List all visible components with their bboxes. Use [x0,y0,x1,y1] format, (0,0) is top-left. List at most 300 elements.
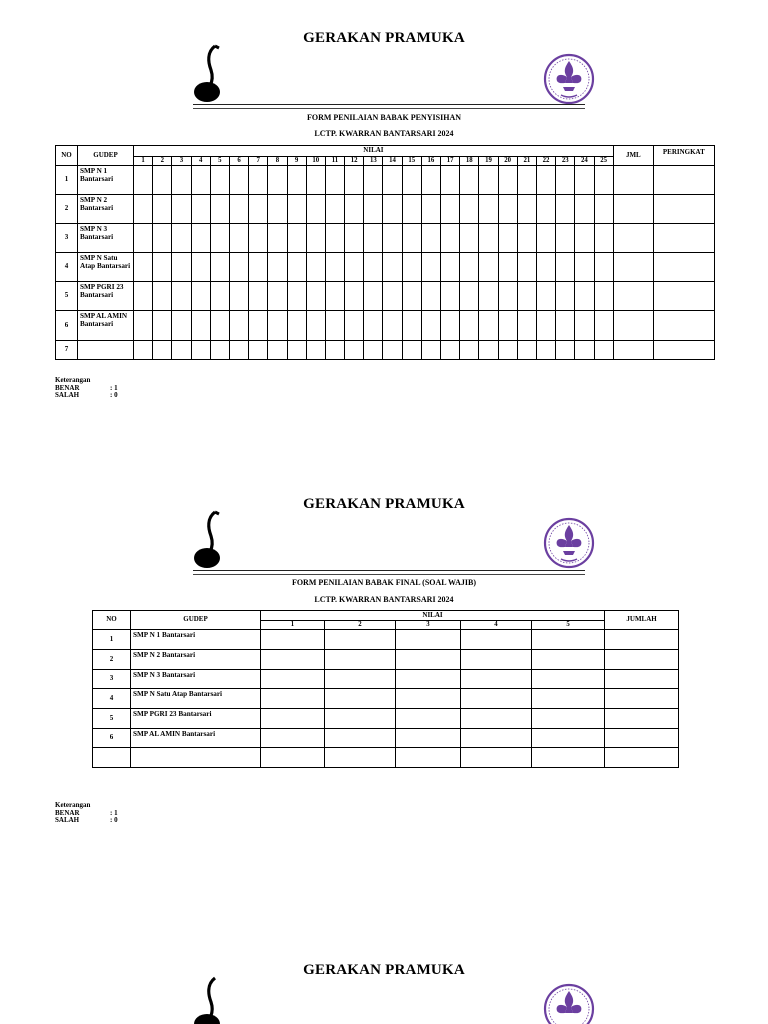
score-cell[interactable] [229,282,248,311]
score-cell[interactable] [383,224,402,253]
score-cell[interactable] [287,195,306,224]
score-cell[interactable] [325,195,344,224]
header-no: NO [93,611,131,630]
score-cell[interactable] [325,166,344,195]
score-cell[interactable] [153,311,172,341]
header-gudep: GUDEP [78,146,134,166]
score-cell[interactable] [261,670,325,689]
score-cell[interactable] [134,282,153,311]
score-cell[interactable] [229,253,248,282]
score-cell[interactable] [191,341,210,360]
score-cell[interactable] [287,166,306,195]
salah-value: : 0 [110,816,118,824]
score-cell[interactable] [461,748,532,768]
score-cell[interactable] [153,166,172,195]
row-no: 1 [56,166,78,195]
nilai-col: 8 [268,157,287,166]
table-row [56,282,715,311]
score-cell[interactable] [498,253,517,282]
header-rule-thin [193,574,585,575]
score-cell[interactable] [575,224,594,253]
score-cell[interactable] [536,282,555,311]
score-cell[interactable] [396,630,461,650]
jumlah-cell[interactable] [605,650,679,670]
score-cell[interactable] [461,650,532,670]
score-cell[interactable] [383,166,402,195]
score-cell[interactable] [396,650,461,670]
score-cell[interactable] [345,282,364,311]
score-cell[interactable] [134,341,153,360]
world-scout-emblem-icon [543,983,595,1024]
score-cell[interactable] [556,224,575,253]
score-cell[interactable] [345,311,364,341]
header-rule [193,104,585,105]
score-cell[interactable] [441,166,460,195]
peringkat-cell[interactable] [653,282,714,311]
score-cell[interactable] [249,341,268,360]
score-cell[interactable] [191,253,210,282]
row-gudep: SMP PGRI 23 Bantarsari [78,282,134,311]
score-cell[interactable] [383,195,402,224]
nilai-col: 18 [460,157,479,166]
score-cell[interactable] [441,341,460,360]
score-cell[interactable] [287,341,306,360]
score-cell[interactable] [172,341,191,360]
nilai-col: 2 [153,157,172,166]
row-no: 2 [56,195,78,224]
score-cell[interactable] [536,253,555,282]
jml-cell[interactable] [613,282,653,311]
score-cell[interactable] [441,195,460,224]
score-cell[interactable] [210,166,229,195]
score-cell[interactable] [383,311,402,341]
nilai-col: 15 [402,157,421,166]
score-cell[interactable] [479,253,498,282]
score-cell[interactable] [460,224,479,253]
nilai-col: 24 [575,157,594,166]
nilai-col: 4 [461,621,532,630]
score-cell[interactable] [249,195,268,224]
score-cell[interactable] [556,195,575,224]
score-cell[interactable] [479,341,498,360]
score-cell[interactable] [402,282,421,311]
score-cell[interactable] [191,195,210,224]
score-cell[interactable] [172,282,191,311]
score-cell[interactable] [249,282,268,311]
score-cell[interactable] [364,224,383,253]
table-row [93,709,679,729]
score-cell[interactable] [479,224,498,253]
score-cell[interactable] [134,253,153,282]
score-cell[interactable] [268,311,287,341]
jml-cell[interactable] [613,341,653,360]
header-rule [193,570,585,571]
score-cell[interactable] [306,311,325,341]
score-cell[interactable] [460,166,479,195]
nilai-col: 22 [536,157,555,166]
keterangan-block [55,377,118,400]
score-cell[interactable] [556,253,575,282]
score-cell[interactable] [575,253,594,282]
score-cell[interactable] [249,253,268,282]
score-cell[interactable] [479,282,498,311]
jml-cell[interactable] [613,311,653,341]
score-cell[interactable] [210,253,229,282]
score-cell[interactable] [191,224,210,253]
row-no: 4 [93,689,131,709]
score-cell[interactable] [249,166,268,195]
score-cell[interactable] [261,729,325,748]
score-cell[interactable] [396,709,461,729]
keterangan-block [55,802,118,825]
score-cell[interactable] [402,195,421,224]
row-gudep: SMP N 3 Bantarsari [78,224,134,253]
score-cell[interactable] [421,166,440,195]
score-cell[interactable] [325,253,344,282]
score-cell[interactable] [517,282,536,311]
score-cell[interactable] [594,166,613,195]
score-cell[interactable] [268,224,287,253]
score-cell[interactable] [441,253,460,282]
score-table-final [92,610,679,768]
peringkat-cell[interactable] [653,166,714,195]
score-cell[interactable] [461,689,532,709]
row-gudep [131,748,261,768]
score-cell[interactable] [461,729,532,748]
score-cell[interactable] [325,748,396,768]
peringkat-cell[interactable] [653,195,714,224]
score-cell[interactable] [229,341,248,360]
score-cell[interactable] [364,195,383,224]
score-cell[interactable] [402,166,421,195]
score-cell[interactable] [517,224,536,253]
score-cell[interactable] [153,282,172,311]
score-cell[interactable] [556,282,575,311]
score-cell[interactable] [498,166,517,195]
jumlah-cell[interactable] [605,689,679,709]
nilai-col: 3 [396,621,461,630]
score-cell[interactable] [261,748,325,768]
row-gudep [78,341,134,360]
score-table-preliminary [55,145,715,360]
nilai-col: 11 [325,157,344,166]
score-cell[interactable] [268,282,287,311]
score-cell[interactable] [536,224,555,253]
score-cell[interactable] [191,166,210,195]
score-cell[interactable] [575,311,594,341]
score-cell[interactable] [325,282,344,311]
score-cell[interactable] [172,253,191,282]
score-cell[interactable] [556,166,575,195]
benar-label: BENAR [55,808,80,817]
score-cell[interactable] [261,689,325,709]
score-cell[interactable] [191,282,210,311]
score-cell[interactable] [532,670,605,689]
score-cell[interactable] [325,709,396,729]
jumlah-cell[interactable] [605,729,679,748]
score-cell[interactable] [229,311,248,341]
table-row [93,689,679,709]
score-cell[interactable] [461,709,532,729]
header-nilai: NILAI [261,611,605,621]
nilai-col: 19 [479,157,498,166]
header-gudep: GUDEP [131,611,261,630]
jumlah-cell[interactable] [605,709,679,729]
score-cell[interactable] [210,224,229,253]
score-cell[interactable] [364,341,383,360]
score-cell[interactable] [325,311,344,341]
score-cell[interactable] [325,689,396,709]
row-no: 1 [93,630,131,650]
nilai-col: 16 [421,157,440,166]
score-cell[interactable] [479,195,498,224]
nilai-col: 7 [249,157,268,166]
score-cell[interactable] [517,311,536,341]
jumlah-cell[interactable] [605,670,679,689]
row-gudep: SMP AL AMIN Bantarsari [78,311,134,341]
score-cell[interactable] [556,311,575,341]
page-heading: GERAKAN PRAMUKA [303,496,465,512]
row-no: 5 [56,282,78,311]
score-cell[interactable] [306,166,325,195]
peringkat-cell[interactable] [653,311,714,341]
score-cell[interactable] [229,166,248,195]
score-cell[interactable] [594,311,613,341]
score-cell[interactable] [287,282,306,311]
score-cell[interactable] [396,748,461,768]
jml-cell[interactable] [613,224,653,253]
score-cell[interactable] [461,670,532,689]
score-cell[interactable] [261,709,325,729]
nilai-col: 13 [364,157,383,166]
row-gudep: SMP N Satu Atap Bantarsari [131,689,261,709]
score-cell[interactable] [306,282,325,311]
score-cell[interactable] [532,729,605,748]
score-cell[interactable] [421,253,440,282]
score-cell[interactable] [421,341,440,360]
score-cell[interactable] [498,341,517,360]
score-cell[interactable] [210,282,229,311]
score-cell[interactable] [460,282,479,311]
score-cell[interactable] [325,224,344,253]
nilai-col: 1 [134,157,153,166]
score-cell[interactable] [536,341,555,360]
benar-value: : 1 [110,383,118,392]
score-cell[interactable] [594,282,613,311]
score-cell[interactable] [461,630,532,650]
score-cell[interactable] [325,341,344,360]
score-cell[interactable] [306,341,325,360]
score-cell[interactable] [479,311,498,341]
score-cell[interactable] [345,195,364,224]
nilai-col: 2 [325,621,396,630]
score-cell[interactable] [532,630,605,650]
peringkat-cell[interactable] [653,341,714,360]
row-gudep: SMP N 1 Bantarsari [78,166,134,195]
score-cell[interactable] [261,650,325,670]
score-cell[interactable] [421,224,440,253]
score-cell[interactable] [498,195,517,224]
nilai-col: 25 [594,157,613,166]
score-cell[interactable] [402,253,421,282]
score-cell[interactable] [134,166,153,195]
world-scout-emblem-icon [543,517,595,569]
score-cell[interactable] [134,195,153,224]
score-cell[interactable] [134,311,153,341]
score-cell[interactable] [460,195,479,224]
score-cell[interactable] [210,311,229,341]
score-cell[interactable] [191,311,210,341]
nilai-col: 14 [383,157,402,166]
peringkat-cell[interactable] [653,224,714,253]
score-cell[interactable] [536,166,555,195]
score-cell[interactable] [172,311,191,341]
score-cell[interactable] [441,311,460,341]
salah-label: SALAH [55,391,80,399]
score-cell[interactable] [498,224,517,253]
score-cell[interactable] [268,253,287,282]
score-cell[interactable] [325,729,396,748]
score-cell[interactable] [287,311,306,341]
row-no: 4 [56,253,78,282]
score-cell[interactable] [460,253,479,282]
score-cell[interactable] [172,224,191,253]
row-no: 3 [56,224,78,253]
score-cell[interactable] [364,166,383,195]
score-cell[interactable] [575,166,594,195]
score-cell[interactable] [421,282,440,311]
score-cell[interactable] [402,341,421,360]
jumlah-cell[interactable] [605,630,679,650]
score-cell[interactable] [532,689,605,709]
score-cell[interactable] [517,253,536,282]
nilai-col: 1 [261,621,325,630]
score-cell[interactable] [498,282,517,311]
score-cell[interactable] [153,341,172,360]
score-cell[interactable] [402,224,421,253]
score-cell[interactable] [249,311,268,341]
benar-value: : 1 [110,808,118,817]
score-cell[interactable] [287,224,306,253]
score-cell[interactable] [325,670,396,689]
header-no: NO [56,146,78,166]
score-cell[interactable] [594,341,613,360]
jml-cell[interactable] [613,195,653,224]
row-no: 6 [56,311,78,341]
jml-cell[interactable] [613,166,653,195]
score-cell[interactable] [532,748,605,768]
score-cell[interactable] [229,195,248,224]
row-gudep: SMP PGRI 23 Bantarsari [131,709,261,729]
score-cell[interactable] [249,224,268,253]
score-cell[interactable] [306,253,325,282]
score-cell[interactable] [268,166,287,195]
score-cell[interactable] [325,630,396,650]
score-cell[interactable] [594,253,613,282]
score-cell[interactable] [396,689,461,709]
score-cell[interactable] [153,195,172,224]
nilai-col: 20 [498,157,517,166]
row-gudep: SMP N 3 Bantarsari [131,670,261,689]
score-cell[interactable] [345,224,364,253]
nilai-col: 23 [556,157,575,166]
score-cell[interactable] [210,341,229,360]
score-cell[interactable] [460,341,479,360]
score-cell[interactable] [268,195,287,224]
score-cell[interactable] [153,224,172,253]
jumlah-cell[interactable] [605,748,679,768]
jml-cell[interactable] [613,253,653,282]
peringkat-cell[interactable] [653,253,714,282]
score-cell[interactable] [532,709,605,729]
score-cell[interactable] [594,195,613,224]
score-cell[interactable] [402,311,421,341]
score-cell[interactable] [479,166,498,195]
score-cell[interactable] [396,670,461,689]
score-cell[interactable] [383,341,402,360]
score-cell[interactable] [172,166,191,195]
keterangan-label: Keterangan [55,376,91,384]
score-cell[interactable] [536,311,555,341]
nilai-col: 5 [532,621,605,630]
score-cell[interactable] [306,195,325,224]
nilai-col: 10 [306,157,325,166]
score-cell[interactable] [396,729,461,748]
score-cell[interactable] [517,341,536,360]
score-cell[interactable] [421,195,440,224]
score-cell[interactable] [421,311,440,341]
score-cell[interactable] [517,195,536,224]
score-cell[interactable] [229,224,248,253]
score-cell[interactable] [536,195,555,224]
row-gudep: SMP N Satu Atap Bantarsari [78,253,134,282]
score-cell[interactable] [441,282,460,311]
score-cell[interactable] [210,195,229,224]
score-cell[interactable] [345,341,364,360]
score-cell[interactable] [517,166,536,195]
score-cell[interactable] [460,311,479,341]
score-cell[interactable] [594,224,613,253]
score-cell[interactable] [575,195,594,224]
score-cell[interactable] [134,224,153,253]
score-cell[interactable] [383,282,402,311]
score-cell[interactable] [268,341,287,360]
score-cell[interactable] [364,253,383,282]
score-cell[interactable] [556,341,575,360]
score-cell[interactable] [287,253,306,282]
score-cell[interactable] [498,311,517,341]
score-cell[interactable] [325,650,396,670]
row-no: 5 [93,709,131,729]
table-row [56,253,715,282]
score-cell[interactable] [364,282,383,311]
nilai-col: 6 [229,157,248,166]
nilai-col: 3 [172,157,191,166]
score-cell[interactable] [153,253,172,282]
score-cell[interactable] [261,630,325,650]
row-gudep: SMP N 2 Bantarsari [78,195,134,224]
score-cell[interactable] [575,341,594,360]
score-cell[interactable] [532,650,605,670]
score-cell[interactable] [364,311,383,341]
score-cell[interactable] [306,224,325,253]
score-cell[interactable] [345,253,364,282]
score-cell[interactable] [345,166,364,195]
score-cell[interactable] [575,282,594,311]
score-cell[interactable] [383,253,402,282]
score-cell[interactable] [441,224,460,253]
score-cell[interactable] [172,195,191,224]
